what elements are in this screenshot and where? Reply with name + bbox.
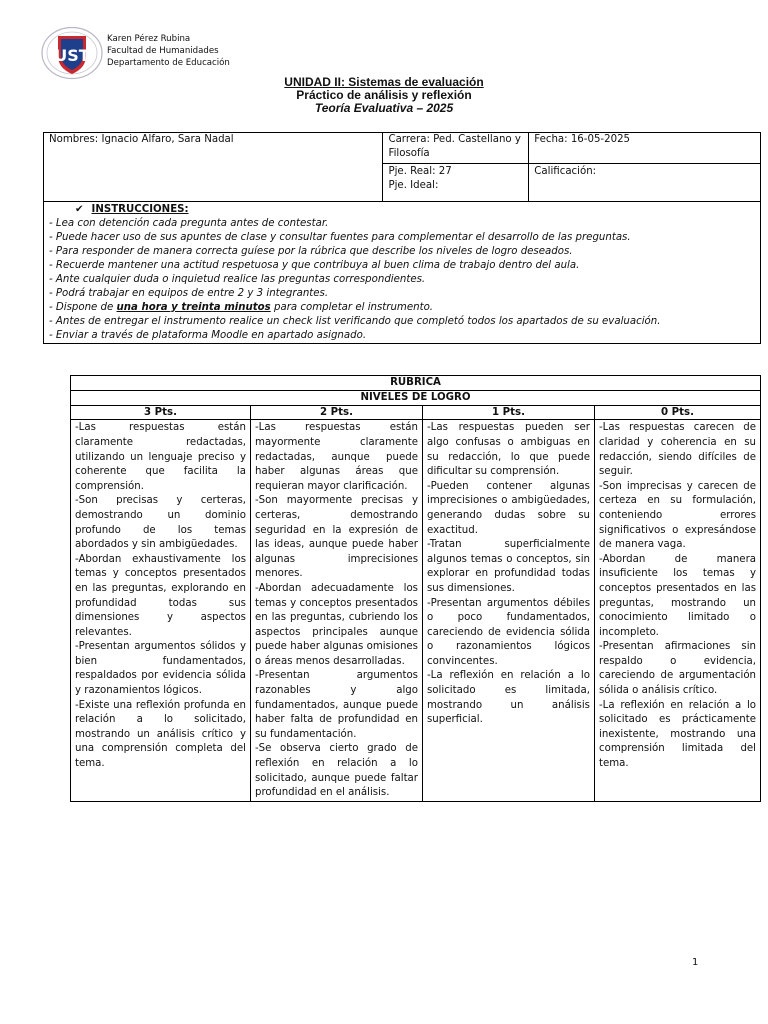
score-fields [383,164,529,202]
criterion: -Las respuestas están claramente redactadas, utilizando un lenguaje preciso y coherente que facilita la comprensión. [75,422,246,492]
instructions-box [44,202,761,344]
rubric-cell-0pts [595,420,761,801]
level-header: 0 Pts. [595,405,761,420]
instruction-item: - Enviar a través de plataforma Moodle en apartado asignado. [49,330,367,341]
criterion: -La reflexión en relación a lo solicitado es prácticamente inexistente, mostrando una comprensión limitada del tema. [599,699,757,770]
criterion: -Son imprecisas y carecen de certeza en su formulación, conteniendo errores significativos o expresándose de manera vaga. [599,480,757,551]
criterion: -Presentan argumentos razonables y algo fundamentados, aunque puede haber falta de profundidad en su fundamentación. [255,670,418,740]
logo-lettering: UST [54,46,90,65]
university-logo [40,26,104,80]
criterion: -Las respuestas carecen de claridad y coherencia en su redacción, siendo difíciles de seguir. [599,422,757,478]
student-info-table [43,132,761,344]
criterion: -Abordan exhaustivamente los temas y conceptos presentados en las preguntas, explorando en profundidad todas sus dimensiones y aspectos relevantes. [75,553,246,638]
criterion: -Presentan argumentos sólidos y bien fundamentados, respaldados por evidencia sólida y razonamientos lógicos. [75,641,246,697]
criterion: -Tratan superficialmente algunos temas o conceptos, sin explorar en profundidad todas sus dimensiones. [427,539,590,594]
grade-field: Calificación: [529,164,761,202]
instruction-item: - Podrá trabajar en equipos de entre 2 y 3 integrantes. [49,288,329,299]
criterion: -Se observa cierto grado de reflexión en relación a lo solicitado, aunque puede faltar profundidad en el análisis. [255,743,418,799]
instruction-item: - Lea con detención cada pregunta antes de contestar. [49,218,329,229]
criterion: -Presentan argumentos débiles o poco fundamentados, careciendo de evidencia sólida o razonamientos lógicos convincentes. [427,597,590,667]
department-name: Departamento de Educación [107,58,230,69]
rubric-table [70,375,761,802]
criterion: -Las respuestas están mayormente claramente redactadas, aunque puede haber algunas áreas que requieran mayor clarificación. [255,422,418,492]
unit-title: UNIDAD II: Sistemas de evaluación [284,75,484,89]
criterion: -Abordan de manera insuficiente los temas y conceptos presentados en las preguntas, mostrando un conocimiento limitado o incompleto. [599,553,757,638]
rubric-subtitle: NIVELES DE LOGRO [71,390,761,405]
criterion: -Presentan afirmaciones sin respaldo o evidencia, careciendo de argumentación sólida o análisis crítico. [599,641,757,697]
criterion: -La reflexión en relación a lo solicitado es limitada, mostrando un análisis superficial. [427,670,590,726]
criterion: -Son precisas y certeras, demostrando un dominio profundo de los temas abordados y sin ambigüedades. [75,495,246,551]
score-ideal: Pje. Ideal: [388,180,439,191]
instruction-item: - Puede hacer uso de sus apuntes de clase y consultar fuentes para complementar el desarrollo de las preguntas. [49,232,631,243]
rubric-cell-3pts [71,420,251,801]
author-name: Karen Pérez Rubina [107,34,191,44]
instruction-item: - Antes de entregar el instrumento realice un check list verificando que completó todos los apartados de su evaluación. [49,316,661,327]
score-real: Pje. Real: 27 [388,166,452,177]
level-header: 1 Pts. [423,405,595,420]
instruction-item: - Ante cualquier duda o inquietud realice las preguntas correspondientes. [49,274,426,285]
activity-title: Práctico de análisis y reflexión [296,88,472,102]
date-field: Fecha: 16-05-2025 [529,133,761,164]
names-field: Nombres: Ignacio Alfaro, Sara Nadal [44,133,383,202]
instruction-item: - Para responder de manera correcta guíese por la rúbrica que describe los niveles de logro deseados. [49,246,573,257]
document-title [0,76,768,115]
check-icon: ✔ [75,204,84,215]
page-number: 1 [692,957,699,968]
rubric-cell-1pts [423,420,595,801]
criterion: -Abordan adecuadamente los temas y conceptos presentados en las preguntas, cubriendo los aspectos principales aunque puede haber algunas omisiones o áreas menos desarrolladas. [255,582,418,667]
career-field: Carrera: Ped. Castellano y Filosofía [383,133,529,164]
institution-header [107,33,230,70]
rubric-title: RÚBRICA [71,376,761,391]
time-emphasis: una hora y treinta minutos [116,302,271,313]
subject-title: Teoría Evaluativa – 2025 [314,101,454,115]
instruction-item: - Recuerde mantener una actitud respetuosa y que contribuya al buen clima de trabajo dentro del aula. [49,260,580,271]
criterion: -Pueden contener algunas imprecisiones o ambigüedades, generando dudas sobre su exactitud. [427,480,590,536]
criterion: -Existe una reflexión profunda en relación a lo solicitado, mostrando un análisis crítico y una comprensión completa del tema. [75,699,246,770]
instruction-item-time: - Dispone de una hora y treinta minutos para completar el instrumento. [49,302,434,313]
criterion: -Son mayormente precisas y certeras, demostrando seguridad en la expresión de las ideas, aunque puede haber algunas imprecisiones menores. [255,495,418,580]
level-header: 2 Pts. [251,405,423,420]
criterion: -Las respuestas pueden ser algo confusas o ambiguas en su redacción, lo que puede dificultar su comprensión. [427,422,590,478]
instructions-heading: ✔ INSTRUCCIONES: [75,204,189,215]
faculty-name: Facultad de Humanidades [107,46,219,57]
level-header: 3 Pts. [71,405,251,420]
rubric-cell-2pts [251,420,423,801]
